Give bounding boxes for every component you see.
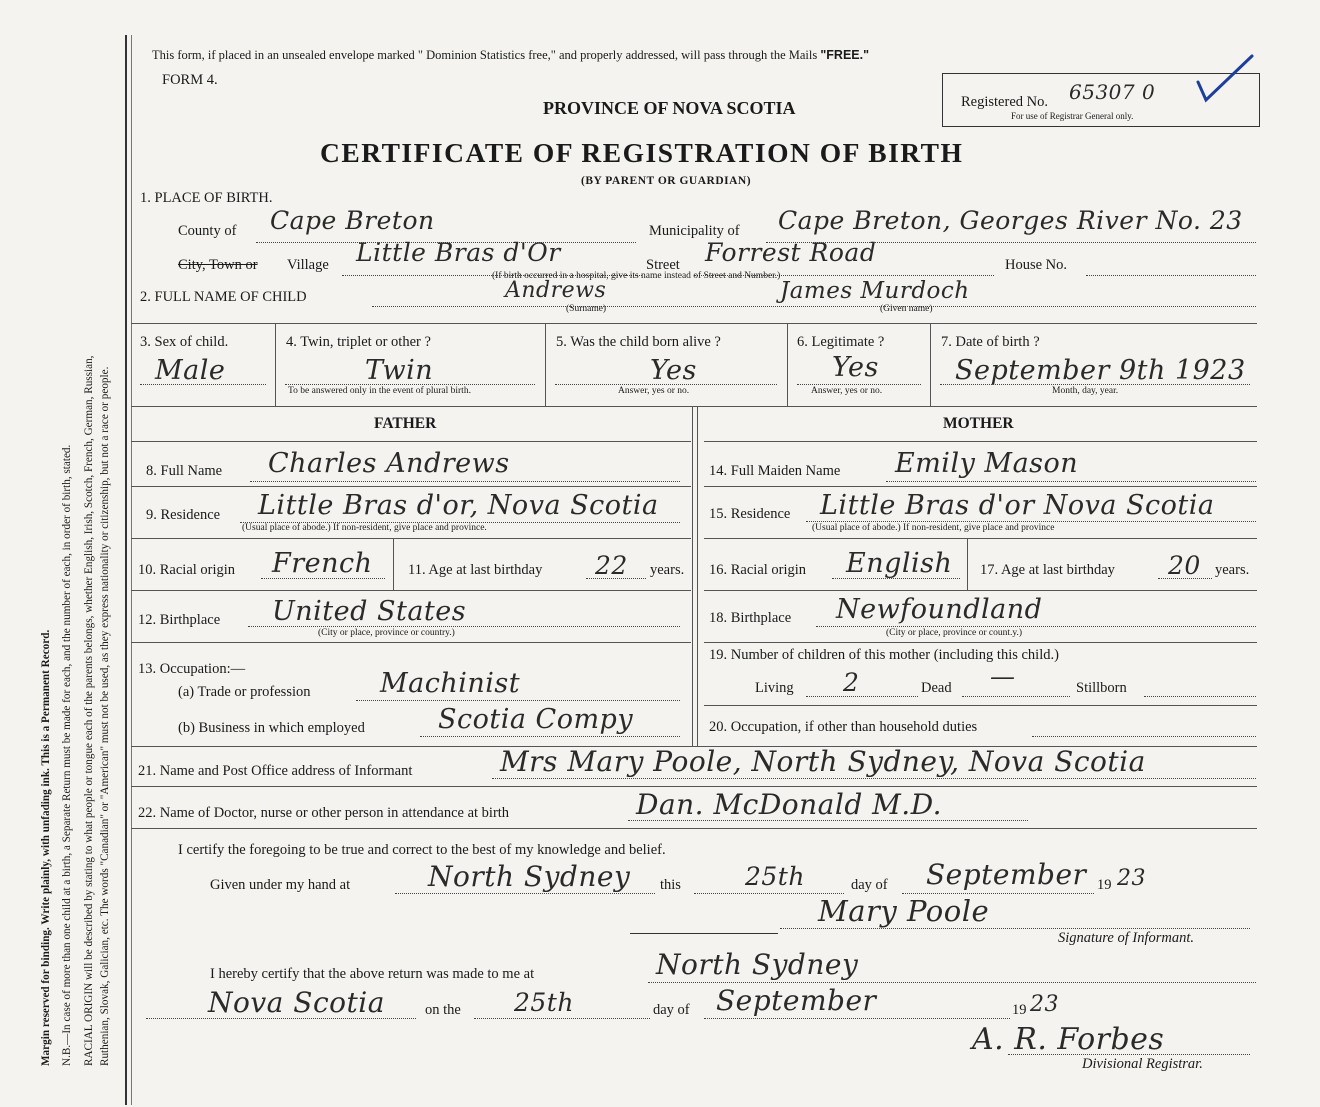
registered-number: 65307 0 bbox=[1069, 80, 1156, 104]
page-subtitle: (BY PARENT OR GUARDIAN) bbox=[581, 175, 752, 187]
father-birthplace-note: (City or place, province or country.) bbox=[318, 628, 455, 638]
father-age-label: 11. Age at last birthday bbox=[408, 562, 543, 578]
registrar-signature-label: Divisional Registrar. bbox=[1082, 1056, 1203, 1072]
trade-label: (a) Trade or profession bbox=[178, 684, 311, 700]
father-residence-note: (Usual place of abode.) If non-resident, give place and province. bbox=[242, 523, 487, 533]
given-under-label: Given under my hand at bbox=[210, 877, 351, 893]
sex-label: 3. Sex of child. bbox=[140, 334, 229, 350]
this-label: this bbox=[660, 877, 681, 893]
informant-signature-label: Signature of Informant. bbox=[1058, 930, 1195, 946]
registrar-day-of-label: day of bbox=[653, 1002, 690, 1018]
mother-birthplace-label: 18. Birthplace bbox=[709, 610, 792, 626]
father-occupation-label: 13. Occupation:— bbox=[138, 661, 246, 677]
given-place-value: North Sydney bbox=[428, 860, 631, 893]
county-value: Cape Breton bbox=[270, 206, 435, 235]
street-value: Forrest Road bbox=[705, 238, 877, 267]
surname-note: (Surname) bbox=[566, 304, 607, 314]
municipality-label: Municipality of bbox=[649, 223, 740, 239]
village-label: Village bbox=[287, 257, 329, 273]
trade-value: Machinist bbox=[380, 668, 521, 699]
child-given-name-value: James Murdoch bbox=[780, 278, 970, 304]
certification-year-value: 23 bbox=[1117, 866, 1146, 891]
dead-label: Dead bbox=[921, 680, 952, 696]
margin-notes bbox=[0, 0, 120, 1107]
father-name-label: 8. Full Name bbox=[146, 463, 223, 479]
born-alive-note: Answer, yes or no. bbox=[618, 386, 690, 396]
father-racial-label: 10. Racial origin bbox=[138, 562, 236, 578]
twin-label: 4. Twin, triplet or other ? bbox=[286, 334, 431, 350]
stillborn-label: Stillborn bbox=[1076, 680, 1127, 696]
business-value: Scotia Compy bbox=[438, 704, 634, 735]
born-alive-label: 5. Was the child born alive ? bbox=[556, 334, 721, 350]
registrar-on-the-label: on the bbox=[425, 1002, 461, 1018]
mother-name-label: 14. Full Maiden Name bbox=[709, 463, 841, 479]
living-value: 2 bbox=[843, 668, 860, 697]
mail-notice-text: This form, if placed in an unsealed envelope marked " Dominion Statistics free," and properly addressed, will pass through the Mails bbox=[152, 48, 821, 62]
father-age-unit: years. bbox=[650, 562, 685, 578]
mother-age-unit: years. bbox=[1215, 562, 1250, 578]
registrar-year-value: 23 bbox=[1030, 992, 1059, 1017]
street-label: Street bbox=[646, 257, 680, 273]
house-number-label: House No. bbox=[1005, 257, 1068, 273]
registrar-month-value: September bbox=[716, 984, 877, 1017]
legitimate-value: Yes bbox=[832, 352, 879, 383]
mother-birthplace-value: Newfoundland bbox=[836, 594, 1043, 625]
mother-birthplace-note: (City or place, province or count.y.) bbox=[886, 628, 1023, 638]
margin-note-3: RACIAL ORIGIN will be described by stating to what people or tongue each of the parents belongs, whether English, Irish, Scotch, French, German, Russian, bbox=[83, 355, 95, 1066]
form-number: FORM 4. bbox=[162, 72, 218, 88]
father-heading: FATHER bbox=[374, 415, 437, 432]
registered-label: Registered No. bbox=[961, 94, 1048, 110]
registrar-note: For use of Registrar General only. bbox=[1011, 111, 1134, 121]
doctor-value: Dan. McDonald M.D. bbox=[636, 788, 943, 821]
twin-value: Twin bbox=[365, 355, 434, 386]
mother-racial-value: English bbox=[846, 548, 953, 579]
mother-occupation-label: 20. Occupation, if other than household duties bbox=[709, 719, 978, 735]
father-residence-label: 9. Residence bbox=[146, 507, 221, 523]
mother-residence-note: (Usual place of abode.) If non-resident, give place and province bbox=[812, 523, 1055, 533]
mother-residence-value: Little Bras d'or Nova Scotia bbox=[820, 490, 1215, 521]
registrar-day-value: 25th bbox=[514, 988, 574, 1017]
date-of-birth-note: Month, day, year. bbox=[1052, 386, 1119, 396]
mail-notice-free: "FREE." bbox=[820, 48, 870, 62]
city-town-label: City, Town or bbox=[178, 257, 258, 273]
registrar-place2-value: Nova Scotia bbox=[208, 986, 385, 1019]
place-of-birth-heading: 1. PLACE OF BIRTH. bbox=[140, 190, 273, 206]
checkmark-icon bbox=[1190, 50, 1260, 110]
mail-notice bbox=[152, 48, 869, 63]
doctor-label: 22. Name of Doctor, nurse or other person in attendance at birth bbox=[138, 805, 510, 821]
informant-signature: Mary Poole bbox=[818, 894, 990, 928]
date-of-birth-label: 7. Date of birth ? bbox=[941, 334, 1040, 350]
province-heading: PROVINCE OF NOVA SCOTIA bbox=[543, 98, 796, 118]
father-birthplace-value: United States bbox=[272, 596, 467, 627]
page-title: CERTIFICATE OF REGISTRATION OF BIRTH bbox=[320, 137, 964, 168]
registrar-place1-value: North Sydney bbox=[656, 948, 859, 981]
county-label: County of bbox=[178, 223, 237, 239]
margin-note-4: Ruthenian, Slovak, Galician, etc. The words "Canadian" or "American" must not be used, as they express nationality or citizenship, but not a race or people. bbox=[99, 366, 111, 1066]
municipality-value: Cape Breton, Georges River No. 23 bbox=[778, 206, 1243, 235]
child-surname-value: Andrews bbox=[505, 278, 607, 303]
certification-day-value: 25th bbox=[745, 862, 805, 891]
mother-heading: MOTHER bbox=[943, 415, 1014, 432]
village-value: Little Bras d'Or bbox=[356, 238, 561, 267]
children-count-label: 19. Number of children of this mother (including this child.) bbox=[709, 647, 1059, 663]
father-residence-value: Little Bras d'or, Nova Scotia bbox=[258, 490, 659, 521]
certification-day-of-label: day of bbox=[851, 877, 888, 893]
father-birthplace-label: 12. Birthplace bbox=[138, 612, 221, 628]
registrar-signature: A. R. Forbes bbox=[972, 1022, 1165, 1057]
certification-year-prefix: 19 bbox=[1097, 877, 1112, 893]
born-alive-value: Yes bbox=[650, 355, 697, 386]
father-racial-value: French bbox=[272, 548, 373, 579]
informant-label: 21. Name and Post Office address of Informant bbox=[138, 763, 413, 779]
dead-value: — bbox=[990, 662, 1016, 691]
legitimate-note: Answer, yes or no. bbox=[811, 386, 883, 396]
hospital-note: (If birth occurred in a hospital, give its name instead of Street and Number.) bbox=[492, 271, 781, 281]
informant-value: Mrs Mary Poole, North Sydney, Nova Scotia bbox=[500, 745, 1146, 778]
living-label: Living bbox=[755, 680, 794, 696]
mother-age-label: 17. Age at last birthday bbox=[980, 562, 1115, 578]
legitimate-label: 6. Legitimate ? bbox=[797, 334, 885, 350]
certification-statement: I certify the foregoing to be true and correct to the best of my knowledge and belief. bbox=[178, 842, 666, 858]
mother-age-value: 20 bbox=[1168, 551, 1201, 580]
mother-name-value: Emily Mason bbox=[895, 448, 1079, 479]
mother-residence-label: 15. Residence bbox=[709, 506, 791, 522]
father-name-value: Charles Andrews bbox=[268, 448, 510, 479]
margin-note-2: N.B.—In case of more than one child at a birth, a Separate Return must be made for each, and the number of each, in order of birth, stated. bbox=[61, 444, 73, 1066]
registrar-year-prefix: 19 bbox=[1012, 1002, 1027, 1018]
sex-value: Male bbox=[155, 355, 226, 386]
father-age-value: 22 bbox=[595, 551, 628, 580]
twin-note: To be answered only in the event of plural birth. bbox=[288, 386, 471, 396]
certification-month-value: September bbox=[926, 858, 1087, 891]
child-name-label: 2. FULL NAME OF CHILD bbox=[140, 289, 307, 305]
date-of-birth-value: September 9th 1923 bbox=[955, 355, 1246, 386]
margin-note-1: Margin reserved for binding. Write plainly, with unfading ink. This is a Permanent Record. bbox=[40, 629, 52, 1066]
mother-racial-label: 16. Racial origin bbox=[709, 562, 807, 578]
given-name-note: (Given name) bbox=[880, 304, 933, 314]
business-label: (b) Business in which employed bbox=[178, 720, 365, 736]
registrar-statement: I hereby certify that the above return was made to me at bbox=[210, 966, 535, 982]
